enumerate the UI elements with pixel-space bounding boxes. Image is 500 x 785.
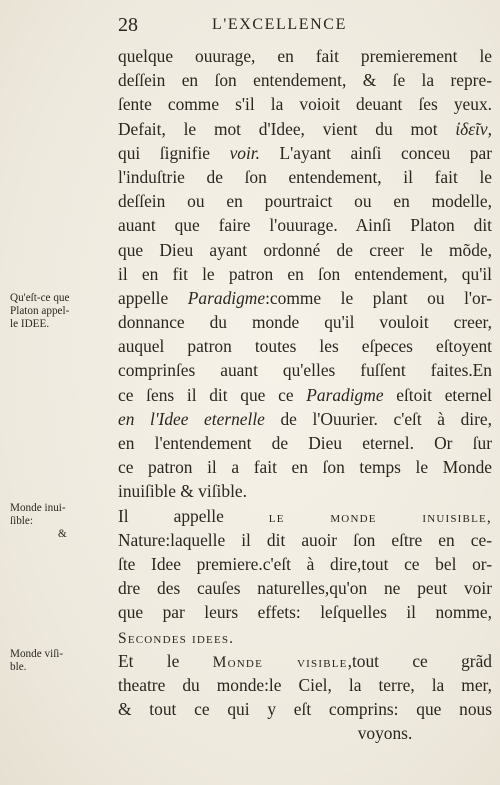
text-line: [118, 576, 492, 600]
text-segment: il en fit le patron en ſon entendement, qu'il: [118, 263, 492, 284]
text-line: [118, 552, 492, 576]
text-line: [118, 117, 492, 141]
text-line: [118, 286, 492, 310]
text-segment: que Dieu ayant ordonné de creer le mõde,: [118, 239, 492, 260]
text-segment: & tout ce qui y eſt comprins: que nous: [118, 699, 492, 720]
text-line: [118, 528, 492, 552]
text-segment: deſſein ou en pourtraict ou en modelle,: [118, 191, 492, 212]
text-segment: ἰδεῖν,: [455, 118, 492, 139]
text-segment: Paradigme: [306, 384, 384, 405]
body-text: [118, 44, 492, 745]
text-line: [118, 479, 492, 503]
text-line: [118, 68, 492, 92]
text-segment: ſente comme s'il la voioit deuant ſes yeux.: [118, 94, 492, 115]
margin-note-line: Platon appel-: [10, 305, 70, 317]
text-line: [118, 649, 492, 673]
page-header: [0, 14, 500, 40]
text-line: [118, 358, 492, 382]
text-segment: auquel patron toutes les eſpeces eſtoyent: [118, 336, 492, 357]
text-segment: theatre du monde:le Ciel, la terre, la mer,: [118, 674, 492, 695]
text-segment: ,tout ce grãd: [347, 650, 492, 671]
text-line: [118, 165, 492, 189]
text-line: [118, 141, 492, 165]
text-line: [118, 189, 492, 213]
text-segment: en l'entendement de Dieu eternel. Or ſur: [118, 433, 492, 453]
text-segment: donnance du monde qu'il vouloit creer,: [118, 312, 492, 333]
margin-note-line: Qu'eſt-ce que: [10, 292, 70, 304]
text-segment: de l'Ouurier. c'eſt à dire,: [264, 408, 492, 429]
text-line: [118, 600, 492, 624]
margin-note-line: Monde viſi-: [10, 648, 64, 660]
text-line: [118, 383, 492, 407]
text-segment: deſſein en ſon entendement, & ſe la repre-: [118, 70, 492, 91]
text-segment: voir.: [229, 142, 260, 163]
text-segment: en l'Idee eternelle: [118, 408, 265, 429]
text-line: [118, 625, 492, 649]
running-title: L'EXCELLENCE: [212, 16, 347, 33]
text-line: [118, 431, 492, 455]
text-line: [118, 673, 492, 697]
text-segment: ce ſens il dit que ce: [118, 384, 307, 405]
text-line: [118, 262, 492, 286]
margin-note-idee: [10, 292, 114, 331]
text-segment: voyons.: [357, 723, 413, 744]
text-segment: inuiſible & viſible.: [118, 481, 247, 502]
margin-note-line: Monde inui-: [10, 502, 66, 514]
margin-note-monde-visible: [10, 648, 114, 674]
text-line: [118, 92, 492, 116]
text-line: [118, 310, 492, 334]
text-segment: Et le: [118, 650, 213, 671]
text-line: [118, 721, 492, 745]
text-line: [118, 697, 492, 721]
text-segment: Nature:laquelle il dit auoir ſon eſtre en ce-: [118, 529, 492, 550]
text-segment: l'induſtrie de ſon entendement, il fait le: [118, 166, 492, 187]
text-line: [118, 334, 492, 358]
margin-note-monde-inuisible: [10, 502, 114, 541]
text-line: [118, 238, 492, 262]
text-segment: ce patron il a fait en ſon temps le Monde: [118, 457, 492, 478]
text-line: [118, 44, 492, 68]
margin-note-line: le IDEE.: [10, 318, 50, 330]
text-segment: Monde visible: [212, 653, 348, 671]
text-segment: auant que faire l'ouurage. Ainſi Platon dit: [118, 215, 492, 236]
text-line: [118, 504, 492, 528]
text-segment: dre des cauſes naturelles,qu'on ne peut voir: [118, 578, 492, 599]
margin-note-line: &: [58, 528, 67, 540]
text-segment: Il appelle: [118, 505, 269, 526]
text-segment: quelque ouurage, en fait premierement le: [118, 46, 492, 66]
margin-note-line: ble.: [10, 661, 27, 673]
page-number: 28: [118, 14, 138, 36]
margin-note-line: ſible:: [10, 515, 33, 527]
text-segment: appelle: [118, 287, 188, 308]
text-line: [118, 407, 492, 431]
text-segment: Defait, le mot d'Idee, vient du mot: [118, 118, 456, 139]
text-segment: L'ayant ainſi conceu par: [260, 142, 492, 163]
text-segment: qui ſignifie: [118, 142, 230, 163]
text-line: [118, 213, 492, 237]
text-segment: :comme le plant ou l'or-: [265, 287, 492, 308]
text-segment: comprinſes auant qu'elles fuſſent faites.En: [118, 360, 492, 381]
text-segment: le monde inuisible,: [268, 508, 492, 526]
text-segment: Secondes idees.: [118, 629, 235, 647]
text-segment: ſte Idee premiere.c'eſt à dire,tout ce bel or-: [118, 553, 492, 574]
text-segment: Paradigme: [187, 287, 266, 308]
text-segment: que par leurs effets: leſquelles il nomme,: [118, 602, 492, 623]
text-segment: eſtoit eternel: [383, 384, 493, 405]
text-line: [118, 455, 492, 479]
